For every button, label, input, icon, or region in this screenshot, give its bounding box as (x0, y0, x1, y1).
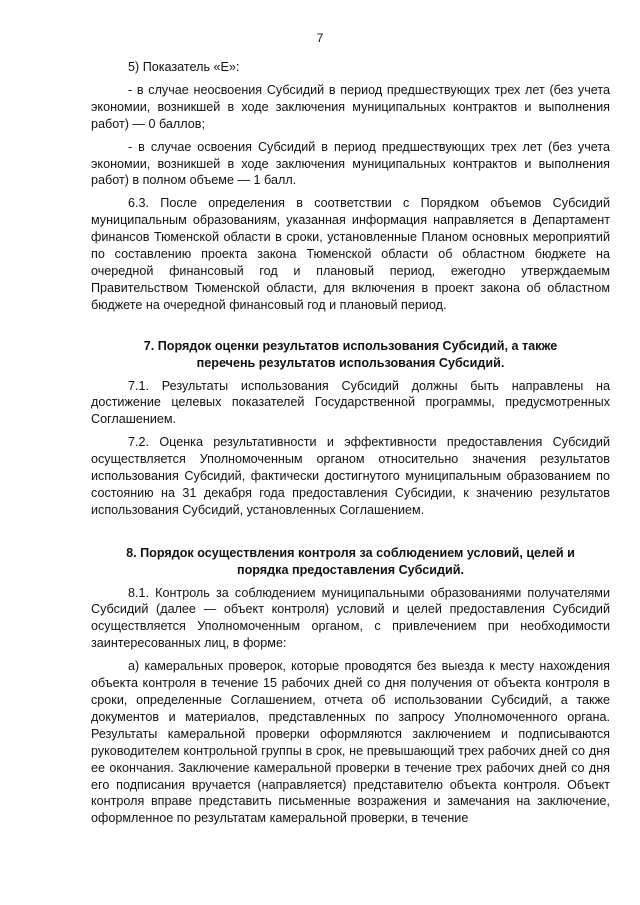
clause-8-1-a: а) камеральных проверок, которые проводятся без выезда к месту нахождения объекта контроля в течение 15 рабочих дней со дня получения от объекта контроля в сроки, определенные Соглашением, отчета об использовании Субсидий, а также документов и материалов, представленных по запросу Уполномоченного органа. Результаты камеральной проверки оформляются заключением и подписываются руководителем контрольной группы в срок, не превышающий трех рабочих дней со дня ее окончания. Заключение камеральной проверки в течение трех рабочих дней со дня его подписания вручается (направляется) представителю объекта контроля. Объект контроля вправе представить письменные возражения и замечания на заключение, оформленное по результатам камеральной проверки, в течение (91, 659, 610, 826)
clause-6-3: 6.3. После определения в соответствии с Порядком объемов Субсидий муниципальным образованиям, указанная информация направляется в Департамент финансов Тюменской области в сроки, установленные Планом основных мероприятий по составлению проекта закона Тюменской области об областном бюджете на очередной финансовый год и плановый период, ежегодно утверждаемым Правительством Тюменской области, для включения в проект закона об областном бюджете на очередной финансовый год и плановый период. (91, 196, 610, 312)
indicator-e-case-zero: - в случае неосвоения Субсидий в период предшествующих трех лет (без учета экономии, возникшей в ходе заключения муниципальных контрактов и выполнения работ) — 0 баллов; (91, 82, 610, 131)
clause-7-1: 7.1. Результаты использования Субсидий должны быть направлены на достижение целевых показателей Государственной программы, предусмотренных Соглашением. (91, 378, 610, 427)
clause-7-2: 7.2. Оценка результативности и эффективности предоставления Субсидий осуществляется Уполномоченным органом относительно значения результатов использования Субсидий, фактически достигнутого муниципальным образованием по состоянию на 31 декабря года предоставления Субсидии, к значению результатов использования Субсидий, установленных Соглашением. (91, 435, 610, 517)
section-7-heading: 7. Порядок оценки результатов использования Субсидий, а также перечень результатов использования Субсидий. (143, 338, 558, 370)
document-body (91, 59, 610, 827)
indicator-e-heading: 5) Показатель «Е»: (128, 60, 240, 74)
section-8-heading: 8. Порядок осуществления контроля за соблюдением условий, целей и порядка предоставления Субсидий. (126, 545, 575, 577)
clause-8-1: 8.1. Контроль за соблюдением муниципальными образованиями получателями Субсидий (далее — объект контроля) условий и целей предоставления Субсидий осуществляется Уполномоченным органом, с привлечением при необходимости заинтересованных лиц, в форме: (91, 585, 610, 651)
indicator-e-case-one: - в случае освоения Субсидий в период предшествующих трех лет (без учета экономии, возникшей в ходе заключения муниципальных контрактов и выполнения работ) в полном объеме — 1 балл. (91, 139, 610, 188)
page-number: 7 (316, 31, 324, 45)
